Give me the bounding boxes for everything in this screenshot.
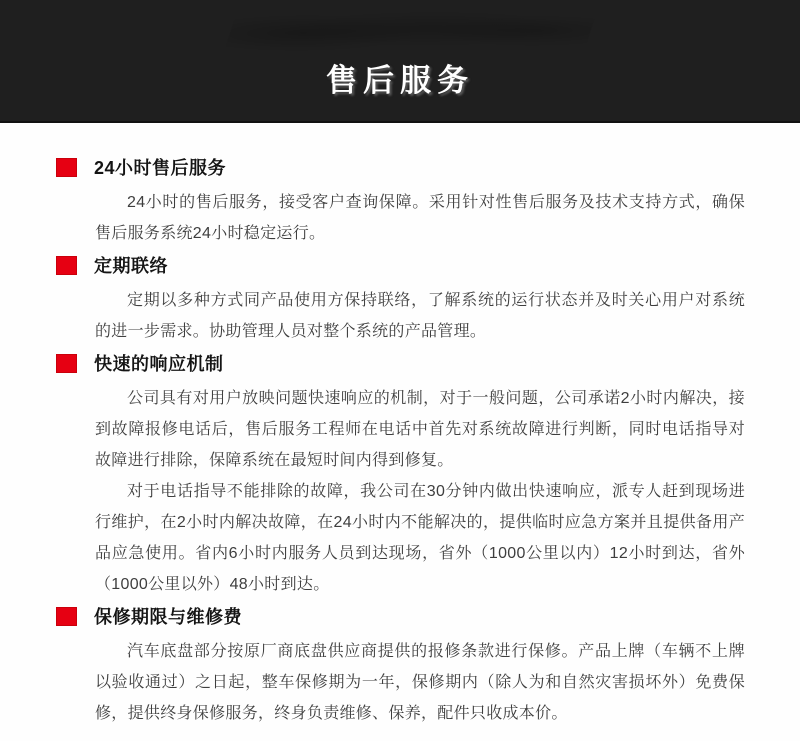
red-square-bullet-icon bbox=[56, 354, 77, 373]
page-title: 售后服务 bbox=[326, 63, 474, 98]
section-paragraph: 公司具有对用户放映问题快速响应的机制，对于一般问题，公司承诺2小时内解决，接到故障报修电话后，售后服务工程师在电话中首先对系统故障进行判断，同时电话指导对故障进行排除，保障系统在最短时间内得到修复。 bbox=[95, 390, 745, 469]
section-header bbox=[56, 352, 745, 374]
section-paragraph: 定期以多种方式同产品使用方保持联络，了解系统的运行状态并及时关心用户对系统的进一步需求。协助管理人员对整个系统的产品管理。 bbox=[95, 292, 745, 340]
section-body bbox=[95, 187, 745, 249]
content-area bbox=[0, 123, 800, 729]
page-header bbox=[0, 0, 800, 123]
section-heading: 定期联络 bbox=[94, 256, 168, 276]
section-rapid-response bbox=[56, 352, 745, 600]
section-regular-contact bbox=[56, 254, 745, 347]
section-paragraph: 对于电话指导不能排除的故障，我公司在30分钟内做出快速响应，派专人赶到现场进行维护，在2小时内解决故障，在24小时内不能解决的，提供临时应急方案并且提供备用产品应急使用。省内6小时内服务人员到达现场，省外（1000公里以内）12小时到达，省外（1000公里以外）48小时到达。 bbox=[95, 483, 745, 593]
section-body bbox=[95, 636, 745, 729]
section-header bbox=[56, 254, 745, 276]
section-body bbox=[95, 383, 745, 600]
section-heading: 保修期限与维修费 bbox=[94, 607, 242, 627]
section-body bbox=[95, 285, 745, 347]
red-square-bullet-icon bbox=[56, 256, 77, 275]
section-header bbox=[56, 156, 745, 178]
section-24h-service bbox=[56, 156, 745, 249]
section-paragraph: 24小时的售后服务，接受客户查询保障。采用针对性售后服务及技术支持方式，确保售后服务系统24小时稳定运行。 bbox=[95, 194, 745, 242]
header-watermark bbox=[223, 12, 597, 54]
red-square-bullet-icon bbox=[56, 158, 77, 177]
section-heading: 快速的响应机制 bbox=[94, 354, 224, 374]
section-warranty-fees bbox=[56, 605, 745, 729]
red-square-bullet-icon bbox=[56, 607, 77, 626]
section-paragraph: 汽车底盘部分按原厂商底盘供应商提供的报修条款进行保修。产品上牌（车辆不上牌以验收通过）之日起，整车保修期为一年，保修期内（除人为和自然灾害损坏外）免费保修，提供终身保修服务，终身负责维修、保养，配件只收成本价。 bbox=[95, 643, 745, 722]
section-heading: 24小时售后服务 bbox=[94, 158, 227, 178]
section-header bbox=[56, 605, 745, 627]
